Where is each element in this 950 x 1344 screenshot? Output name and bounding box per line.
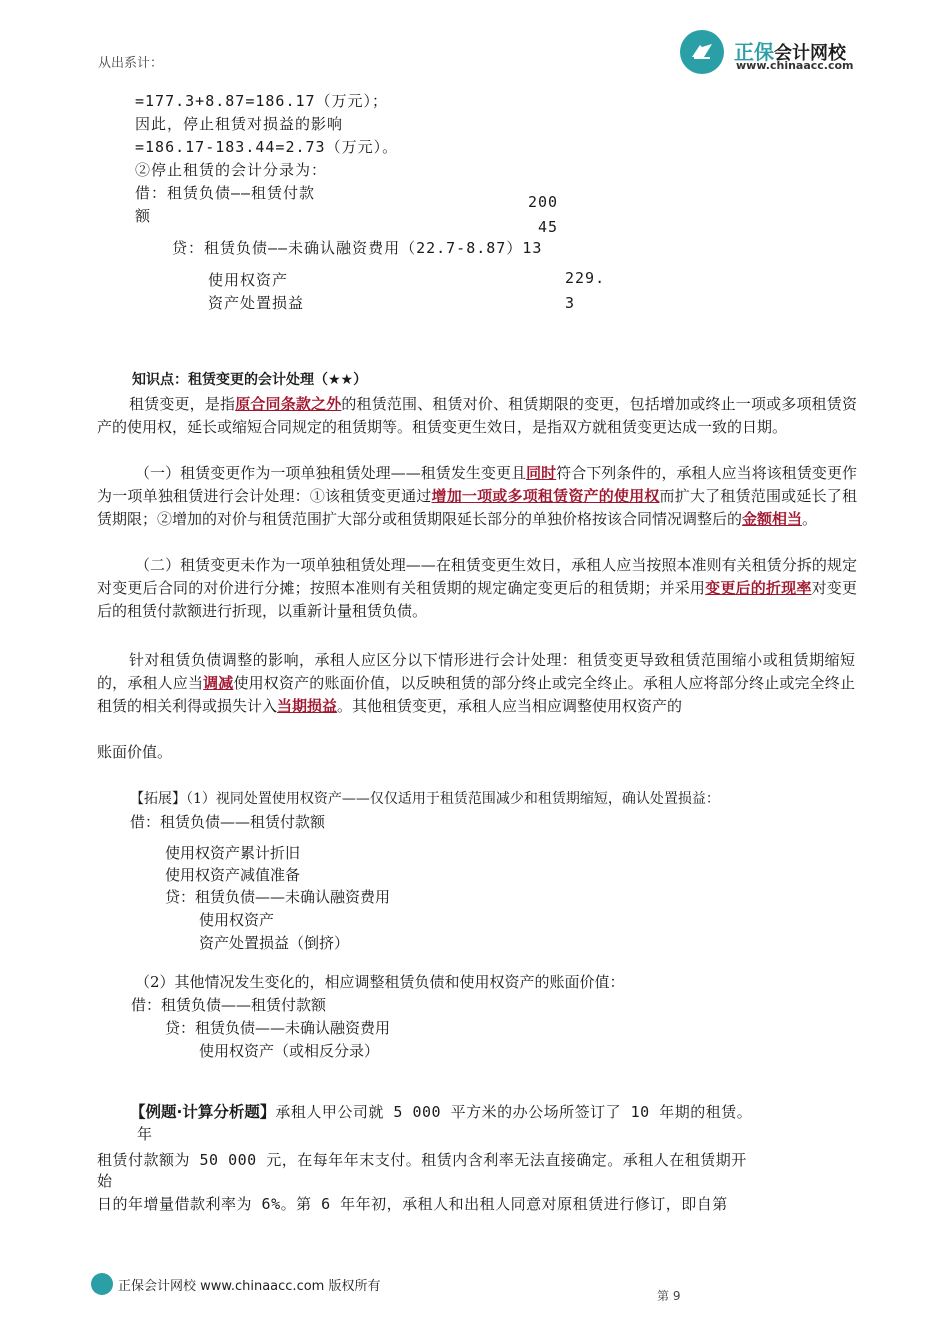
paragraph-adjustment-tail: 账面价值。 xyxy=(97,743,173,761)
extension-line-3: 贷：租赁负债——未确认融资费用 xyxy=(165,888,391,906)
extension-line-7: 借：租赁负债——租赁付款额 xyxy=(131,996,327,1014)
example-line-1b: 年 xyxy=(137,1125,154,1143)
example-line-2b: 始 xyxy=(97,1172,114,1190)
footer-logo-icon xyxy=(91,1273,113,1295)
calc-line-9-cut: 资产处置损益 xyxy=(208,294,305,312)
book-icon xyxy=(690,41,714,61)
keyword: 调减 xyxy=(203,674,234,692)
keyword: 增加一项或多项租赁资产的使用权 xyxy=(431,487,660,505)
paragraph-adjustment: 针对租赁负债调整的影响，承租人应区分以下情形进行会计处理：租赁变更导致租赁范围缩小或租赁期缩短的，承租人应当调减使用权资产的账面价值，以反映租赁的部分终止或完全终止。承租人应将部分终止或完全终止租赁的相关利得或损失计入当期损益。其他租赁变更，承租人应当相应调整使用权资产的 xyxy=(97,651,855,715)
extension-line-1: 使用权资产累计折旧 xyxy=(165,844,301,862)
section-title: 知识点：租赁变更的会计处理（★★） xyxy=(132,372,368,388)
footer-page-number: 第 9 xyxy=(657,1289,681,1303)
paragraph-definition: 租赁变更，是指原合同条款之外的租赁范围、租赁对价、租赁期限的变更，包括增加或终止一项或多项租赁资产的使用权，延长或缩短合同规定的租赁期等。租赁变更生效日，是指双方就租赁变更达成一致的日期。 xyxy=(97,395,857,436)
extension-line-4: 使用权资产 xyxy=(199,911,275,929)
keyword: 金额相当 xyxy=(742,510,803,528)
keyword: 当期损益 xyxy=(277,697,338,715)
calc-line-1: =177.3+8.87=186.17（万元）； xyxy=(135,92,389,110)
brand-name: 正保会计网校 xyxy=(734,40,846,64)
example-label: 【例题·计算分析题】 xyxy=(130,1103,276,1121)
extension-title: 【拓展】（1）视同处置使用权资产——仅仅适用于租赁范围减少和租赁期缩短，确认处置损益： xyxy=(130,791,720,807)
calc-line-7-cut: 贷：租赁负债——未确认融资费用（22.7-8.87）13 xyxy=(172,239,543,257)
keyword: 原合同条款之外 xyxy=(235,395,342,413)
example-line-2: 租赁付款额为 50 000 元，在每年年末支付。租赁内含利率无法直接确定。承租人在租赁期开 xyxy=(97,1151,747,1169)
calc-amount-1-cut: 45 xyxy=(538,218,559,236)
calc-amount-1: 200 xyxy=(528,193,559,211)
calc-line-6: 额 xyxy=(135,207,152,225)
calc-line-2: 因此，停止租赁对损益的影响 xyxy=(135,115,344,133)
calc-line-5: 借：租赁负债——租赁付款 xyxy=(135,184,316,202)
footer-copyright: 正保会计网校 www.chinaacc.com 版权所有 xyxy=(118,1279,381,1294)
extension-line-2: 使用权资产减值准备 xyxy=(165,866,301,884)
extension-line-9: 使用权资产（或相反分录） xyxy=(199,1042,380,1060)
extension-line-5: 资产处置损益（倒挤） xyxy=(199,934,350,952)
top-fragment: 从出系计： xyxy=(98,56,164,71)
example-line-3: 日的年增量借款利率为 6%。第 6 年年初，承租人和出租人同意对原租赁进行修订，即自第 xyxy=(97,1195,728,1213)
keyword: 同时 xyxy=(526,464,557,482)
example-line-1: 【例题·计算分析题】承租人甲公司就 5 000 平方米的办公场所签订了 10 年期的租赁。 xyxy=(130,1103,753,1121)
calc-line-3: =186.17-183.44=2.73（万元）。 xyxy=(135,138,399,156)
calc-amount-3-cut: 3 xyxy=(565,294,576,312)
calc-line-4: ②停止租赁的会计分录为： xyxy=(135,161,328,179)
extension-line-8: 贷：租赁负债——未确认融资费用 xyxy=(165,1019,391,1037)
extension-cut-line: 借：租赁负债——租赁付款额 xyxy=(130,813,326,831)
calc-amount-2: 229. xyxy=(565,269,606,287)
extension-line-6: （2）其他情况发生变化的，相应调整租赁负债和使用权资产的账面价值： xyxy=(135,973,625,991)
paragraph-separate-lease: （一）租赁变更作为一项单独租赁处理——租赁发生变更且同时符合下列条件的，承租人应当将该租赁变更作为一项单独租赁进行会计处理：①该租赁变更通过增加一项或多项租赁资产的使用权而扩大了租赁范围或延长了租赁期限；②增加的对价与租赁范围扩大部分或租赁期限延长部分的单独价格按该合同情况调整后的金额相当。 xyxy=(97,464,857,528)
brand-url: www.chinaacc.com xyxy=(736,59,854,72)
keyword: 变更后的折现率 xyxy=(705,579,812,597)
calc-line-8: 使用权资产 xyxy=(208,271,289,289)
paragraph-not-separate-lease: （二）租赁变更未作为一项单独租赁处理——在租赁变更生效日，承租人应当按照本准则有关租赁分拆的规定对变更后合同的对价进行分摊；按照本准则有关租赁期的规定确定变更后的租赁期；并采用变更后的折现率对变更后的租赁付款额进行折现，以重新计量租赁负债。 xyxy=(97,556,857,620)
